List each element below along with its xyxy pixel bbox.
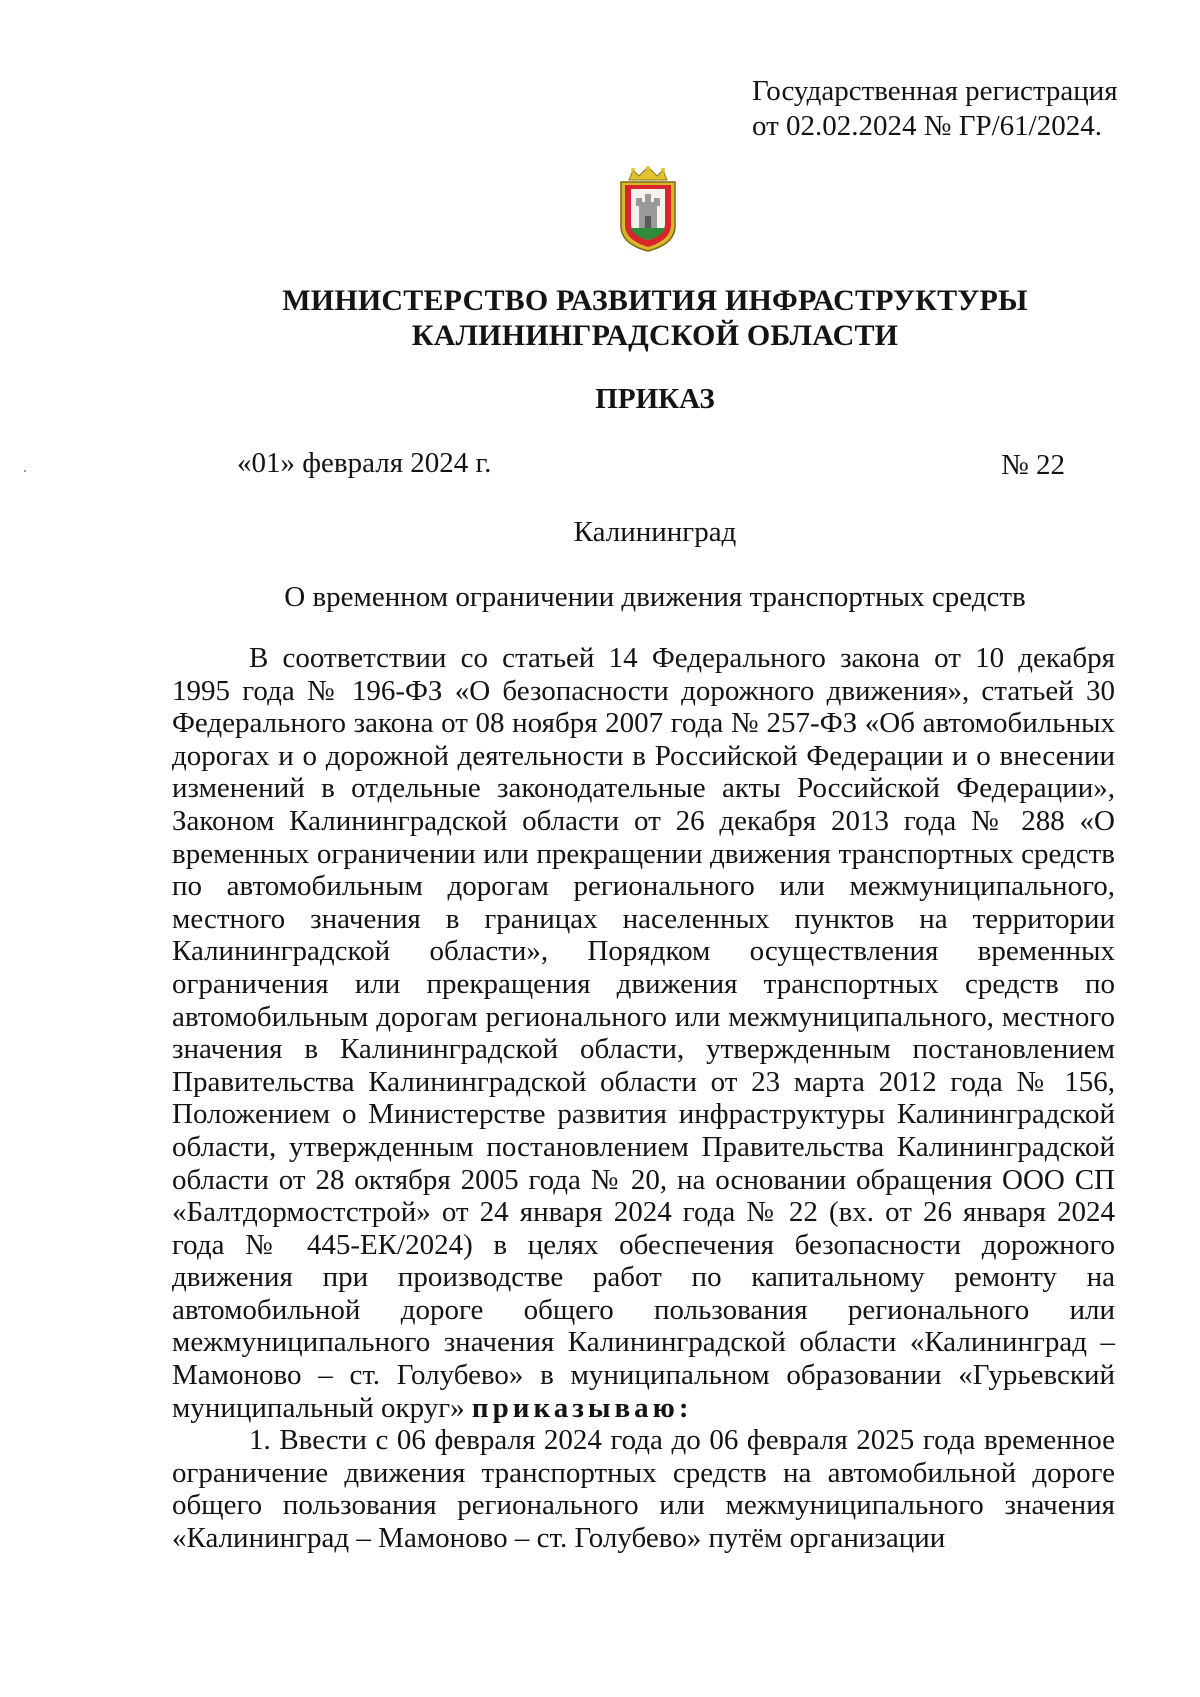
ministry-name xyxy=(100,283,1200,353)
registration-line-1: Государственная регистрация xyxy=(752,75,1118,107)
issue-city: Калининград xyxy=(573,516,737,548)
registration-line-2: от 02.02.2024 № ГР/61/2024. xyxy=(752,110,1102,142)
state-registration-stamp xyxy=(752,74,1152,144)
order-date: «01» февраля 2024 г. xyxy=(237,447,492,479)
order-body xyxy=(172,642,1115,1555)
document-type: ПРИКАЗ xyxy=(595,383,715,415)
order-subject: О временном ограничении движения транспортных средств xyxy=(284,581,1026,613)
order-directive-word: приказываю: xyxy=(471,1391,693,1424)
ministry-line-2: КАЛИНИНГРАДСКОЙ ОБЛАСТИ xyxy=(411,319,899,352)
preamble-text: В соответствии со статьей 14 Федерального закона от 10 декабря 1995 года № 196-ФЗ «О безопасности дорожного движения», статьей 30 Федерального закона от 08 ноября 2007 года № 257-ФЗ «Об автомобильных дорогах и о дорожной деятельности в Российской Федерации и о внесении изменений в отдельные законодательные акты Российской Федерации», Законом Калининградской области от 26 декабря 2013 года № 288 «О временных ограничении или прекращении движения транспортных средств по автомобильным дорогам регионального или межмуниципального, местного значения в границах населенных пунктов на территории Калининградской области», Порядком осуществления временных ограничения или прекращения движения транспортных средств по автомобильным дорогам регионального или межмуниципального, местного значения в Калининградской области, утвержденным постановлением Правительства Калининградской области от 23 марта 2012 года № 156, Положением о Министерстве развития инфраструктуры Калининградской области, утвержденным постановлением Правительства Калининградской области от 28 октября 2005 года № 20, на основании обращения ООО СП «Балтдормостстрой» от 24 января 2024 года № 22 (вх. от 26 января 2024 года № 445-ЕК/2024) в целях обеспечения безопасности дорожного движения при производстве работ по капитальному ремонту на автомобильной дороге общего пользования регионального или межмуниципального значения Калининградской области «Калининград – Мамоново – ст. Голубево» в муниципальном образовании «Гурьевский муниципальный округ» xyxy=(172,642,1115,1424)
scan-artifact-dot xyxy=(24,470,26,472)
coat-of-arms-icon xyxy=(617,166,679,252)
ministry-line-1: МИНИСТЕРСТВО РАЗВИТИЯ ИНФРАСТРУКТУРЫ xyxy=(282,284,1028,317)
preamble-paragraph xyxy=(172,642,1115,1424)
order-item-1: 1. Ввести с 06 февраля 2024 года до 06 февраля 2025 года временное ограничение движения транспортных средств на автомобильной дороге общего пользования регионального или межмуниципального значения «Калининград – Мамоново – ст. Голубево» путём организации xyxy=(172,1424,1115,1555)
order-number: № 22 xyxy=(1001,449,1065,481)
